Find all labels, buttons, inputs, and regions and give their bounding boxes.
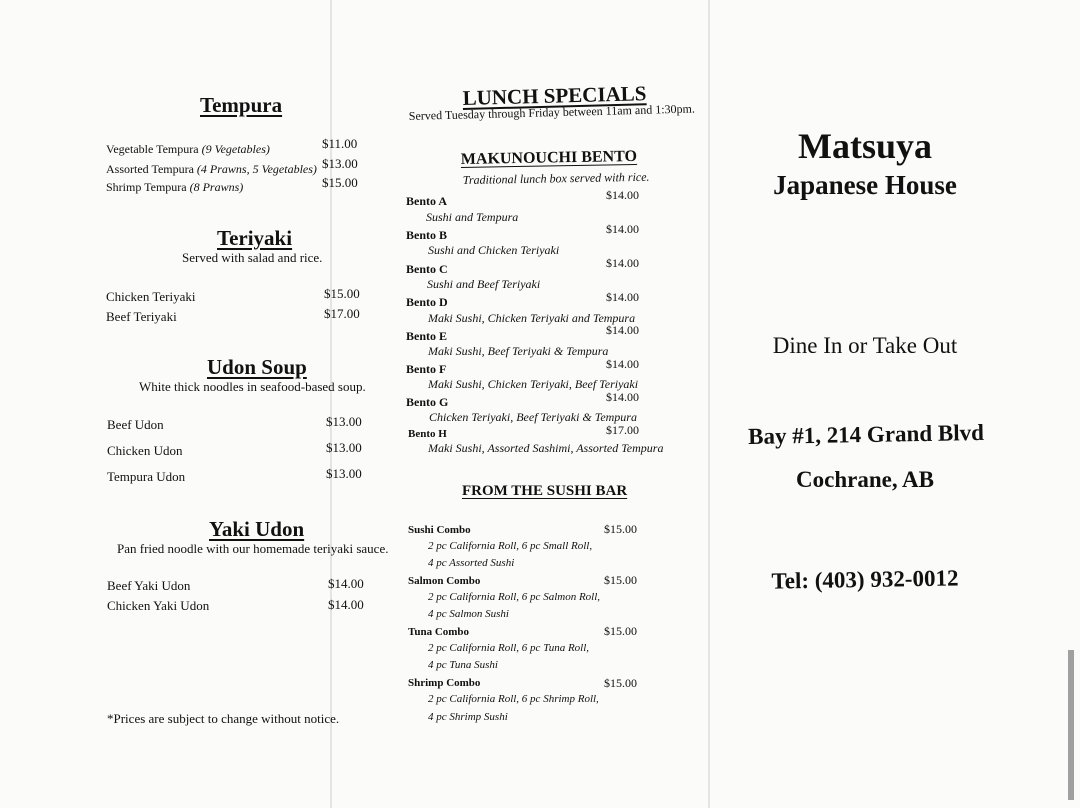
sushi-combo-name: Tuna Combo: [408, 626, 470, 638]
udon-price: $13.00: [326, 440, 362, 455]
udon-item: Beef Udon: [107, 417, 164, 432]
tempura-item: Vegetable Tempura (9 Vegetables): [106, 142, 270, 156]
lunch-specials-desc: Served Tuesday through Friday between 11am and 1:30pm.: [408, 101, 696, 124]
sushi-combo-desc: 2 pc California Roll, 6 pc Tuna Roll,: [428, 642, 590, 654]
bento-item-price: $14.00: [606, 390, 639, 404]
udon-title: Udon Soup: [207, 355, 307, 379]
sushi-combo-price: $15.00: [604, 676, 637, 690]
sushi-combo-desc: 4 pc Assorted Sushi: [428, 557, 515, 569]
bento-item-price: $14.00: [606, 357, 639, 371]
yaki-udon-desc: Pan fried noodle with our homemade teriyaki sauce.: [117, 541, 389, 556]
bento-item-desc: Maki Sushi, Assorted Sashimi, Assorted Tempura: [428, 441, 664, 455]
bento-item-price: $14.00: [606, 290, 639, 304]
phone-number: Tel: (403) 932-0012: [771, 565, 959, 594]
bento-item-name: Bento B: [406, 228, 448, 242]
sushi-combo-desc: 2 pc California Roll, 6 pc Salmon Roll,: [428, 591, 601, 603]
fold-line-left: [330, 0, 332, 808]
sushi-combo-desc: 2 pc California Roll, 6 pc Small Roll,: [428, 540, 593, 552]
sushi-combo-price: $15.00: [604, 522, 637, 536]
bento-item-desc: Maki Sushi, Chicken Teriyaki, Beef Teriyaki: [428, 377, 639, 391]
yaki-udon-item: Beef Yaki Udon: [107, 578, 191, 593]
bento-item-name: Bento F: [406, 362, 447, 376]
address-line-1: Bay #1, 214 Grand Blvd: [747, 419, 985, 450]
bento-item-price: $14.00: [606, 188, 639, 202]
bento-item-price: $17.00: [606, 423, 639, 437]
teriyaki-title: Teriyaki: [217, 226, 293, 250]
sushi-combo-desc: 4 pc Tuna Sushi: [428, 659, 498, 671]
bento-item-desc: Sushi and Tempura: [426, 210, 519, 224]
udon-item: Chicken Udon: [107, 443, 183, 458]
sushi-combo-desc: 4 pc Salmon Sushi: [428, 608, 509, 620]
sushi-bar-title: FROM THE SUSHI BAR: [462, 483, 628, 499]
tempura-price: $15.00: [322, 175, 358, 190]
bento-item-price: $14.00: [606, 256, 639, 270]
sushi-combo-name: Salmon Combo: [408, 575, 481, 587]
lunch-specials-title: LUNCH SPECIALS: [462, 81, 647, 111]
bento-item-desc: Sushi and Chicken Teriyaki: [428, 243, 560, 257]
bento-title: MAKUNOUCHI BENTO: [460, 147, 638, 169]
tempura-item: Assorted Tempura (4 Prawns, 5 Vegetables): [106, 162, 317, 176]
bento-desc: Traditional lunch box served with rice.: [462, 169, 650, 188]
sushi-combo-name: Shrimp Combo: [408, 677, 481, 689]
sushi-combo-desc: 4 pc Shrimp Sushi: [428, 711, 508, 723]
udon-desc: White thick noodles in seafood-based soup.: [139, 379, 366, 394]
teriyaki-item: Chicken Teriyaki: [106, 289, 196, 304]
bento-item-desc: Chicken Teriyaki, Beef Teriyaki & Tempura: [429, 410, 637, 424]
bento-item-desc: Maki Sushi, Chicken Teriyaki and Tempura: [428, 311, 636, 325]
teriyaki-item: Beef Teriyaki: [106, 309, 177, 324]
bento-item-name: Bento A: [406, 194, 448, 208]
yaki-udon-price: $14.00: [328, 576, 364, 591]
yaki-udon-title: Yaki Udon: [209, 517, 305, 541]
bento-item-desc: Sushi and Beef Teriyaki: [427, 277, 541, 291]
bento-item-name: Bento D: [406, 295, 448, 309]
bento-item-desc: Maki Sushi, Beef Teriyaki & Tempura: [428, 344, 609, 358]
sushi-combo-price: $15.00: [604, 573, 637, 587]
teriyaki-price: $17.00: [324, 306, 360, 321]
bento-item-price: $14.00: [606, 323, 639, 337]
bento-item-name: Bento E: [406, 329, 448, 343]
service-line: Dine In or Take Out: [772, 333, 958, 358]
yaki-udon-item: Chicken Yaki Udon: [107, 598, 210, 613]
tempura-title: Tempura: [200, 93, 283, 117]
paper-edge-shadow: [1068, 650, 1074, 800]
yaki-udon-price: $14.00: [328, 597, 364, 612]
tempura-item: Shrimp Tempura (8 Prawns): [106, 180, 244, 194]
address-line-2: Cochrane, AB: [796, 467, 934, 492]
tempura-price: $13.00: [322, 156, 358, 171]
restaurant-name: Matsuya: [798, 126, 932, 166]
sushi-combo-desc: 2 pc California Roll, 6 pc Shrimp Roll,: [428, 693, 599, 705]
teriyaki-price: $15.00: [324, 286, 360, 301]
bento-item-name: Bento H: [408, 428, 447, 440]
bento-item-name: Bento G: [406, 395, 449, 409]
bento-item-price: $14.00: [606, 222, 639, 236]
restaurant-subtitle: Japanese House: [773, 170, 957, 200]
sushi-combo-name: Sushi Combo: [408, 524, 471, 536]
udon-price: $13.00: [326, 414, 362, 429]
teriyaki-desc: Served with salad and rice.: [182, 250, 323, 265]
udon-item: Tempura Udon: [107, 469, 186, 484]
udon-price: $13.00: [326, 466, 362, 481]
bento-item-name: Bento C: [406, 262, 448, 276]
fold-line-right: [708, 0, 710, 808]
sushi-combo-price: $15.00: [604, 624, 637, 638]
tempura-price: $11.00: [322, 136, 358, 151]
price-footnote: *Prices are subject to change without notice.: [107, 711, 340, 726]
